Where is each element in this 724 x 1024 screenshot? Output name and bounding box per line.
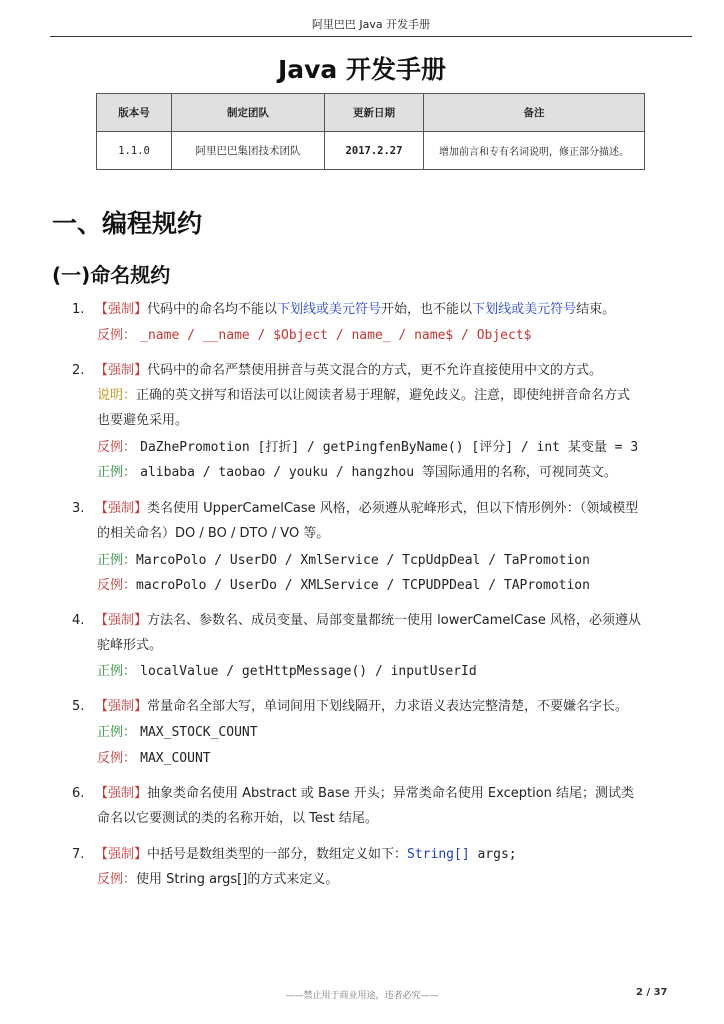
section-heading: (一)命名规约 (52, 263, 171, 287)
version-table (96, 93, 645, 170)
page-number: 2 / 37 (636, 987, 668, 998)
item-number: 5. (72, 699, 85, 714)
note-label: 说明： (97, 388, 137, 403)
rule-tag: 【强制】 (95, 302, 148, 317)
positive-example (97, 724, 258, 742)
example-code: _name / __name / $Object / name_ / name$ / Object$ (140, 328, 532, 343)
rule-text-continued: 的相关命名）DO / BO / DTO / VO 等。 (97, 526, 330, 541)
document-title: Java 开发手册 (277, 55, 447, 84)
list-item (95, 301, 615, 319)
rule-text: 方法名、参数名、成员变量、局部变量都统一使用 lowerCamelCase 风格，必须遵从 (147, 613, 641, 628)
counter-example-label: 反例： (97, 328, 137, 343)
counter-example-label: 反例： (97, 872, 137, 887)
table-row (97, 132, 645, 170)
counter-example-label: 反例： (97, 578, 137, 593)
code-text: args; (469, 847, 517, 862)
example-code: MAX_COUNT (140, 751, 211, 766)
item-number: 4. (72, 613, 85, 628)
positive-example-label: 正例： (97, 725, 137, 740)
example-text: 使用 String args[]的方式来定义。 (136, 872, 339, 887)
example-code: DaZhePromotion [打折] / getPingfenByName() [评分] / int 某变量 = 3 (140, 440, 639, 455)
table-cell: 2017.2.27 (325, 132, 424, 170)
positive-example-label: 正例： (97, 664, 137, 679)
rule-tag: 【强制】 (95, 363, 148, 378)
note-text: 正确的英文拼写和语法可以让阅读者易于理解，避免歧义。注意，即使纯拼音命名方式 (136, 388, 631, 403)
item-number: 6. (72, 786, 85, 801)
example-code: alibaba / taobao / youku / hangzhou 等国际通用的名称，可视同英文。 (140, 465, 617, 480)
positive-example-label: 正例： (97, 465, 137, 480)
counter-example (97, 439, 638, 457)
item-number: 2. (72, 363, 85, 378)
rule-tag: 【强制】 (95, 613, 148, 628)
item-number: 3. (72, 501, 85, 516)
rule-text: 代码中的命名均不能以 (147, 302, 278, 317)
example-code: MAX_STOCK_COUNT (140, 725, 258, 740)
rule-tag: 【强制】 (95, 847, 148, 862)
rule-text: 常量命名全部大写，单词间用下划线隔开，力求语义表达完整清楚，不要嫌名字长。 (147, 699, 629, 714)
counter-example (97, 577, 590, 595)
running-header: 阿里巴巴 Java 开发手册 (311, 18, 431, 31)
table-header-row (97, 94, 645, 132)
note-continued: 也要避免采用。 (97, 413, 189, 428)
chapter-heading: 一、编程规约 (52, 209, 203, 238)
positive-example (97, 464, 617, 482)
list-item (95, 500, 638, 518)
code-keyword: String[] (407, 847, 470, 862)
example-code: macroPolo / UserDo / XMLService / TCPUDPDeal / TAPromotion (136, 578, 590, 593)
counter-example (97, 871, 338, 889)
table-cell: 阿里巴巴集团技术团队 (172, 132, 325, 170)
counter-example (97, 327, 532, 345)
rule-tag: 【强制】 (95, 501, 148, 516)
header-divider (50, 36, 692, 37)
example-code: MarcoPolo / UserDO / XmlService / TcpUdpDeal / TaPromotion (136, 553, 590, 568)
list-item (95, 698, 628, 716)
positive-example-label: 正例： (97, 553, 137, 568)
rule-text: 中括号是数组类型的一部分，数组定义如下： (147, 847, 408, 862)
item-number: 1. (72, 302, 85, 317)
rule-tag: 【强制】 (95, 699, 148, 714)
column-header: 版本号 (97, 94, 172, 132)
list-item (95, 362, 602, 380)
positive-example (97, 552, 590, 570)
highlight-text: 下划线或美元符号 (472, 302, 577, 317)
rule-text: 开始，也不能以 (381, 302, 473, 317)
note (97, 387, 630, 405)
list-item (95, 846, 517, 864)
positive-example (97, 663, 477, 681)
example-code: localValue / getHttpMessage() / inputUserId (140, 664, 477, 679)
rule-tag: 【强制】 (95, 786, 148, 801)
rule-text: 代码中的命名严禁使用拼音与英文混合的方式，更不允许直接使用中文的方式。 (147, 363, 603, 378)
counter-example (97, 750, 211, 768)
footer-notice: ——禁止用于商业用途，违者必究—— (285, 991, 439, 1001)
list-item (95, 785, 634, 803)
counter-example-label: 反例： (97, 440, 137, 455)
column-header: 制定团队 (172, 94, 325, 132)
table-cell: 增加前言和专有名词说明，修正部分描述。 (424, 132, 645, 170)
table-cell: 1.1.0 (97, 132, 172, 170)
highlight-text: 下划线或美元符号 (277, 302, 382, 317)
rule-text: 抽象类命名使用 Abstract 或 Base 开头；异常类命名使用 Exception 结尾；测试类 (147, 786, 635, 801)
item-number: 7. (72, 847, 85, 862)
rule-text-continued: 驼峰形式。 (97, 638, 163, 653)
rule-text: 结束。 (576, 302, 616, 317)
rule-text-continued: 命名以它要测试的类的名称开始，以 Test 结尾。 (97, 811, 378, 826)
column-header: 备注 (424, 94, 645, 132)
rule-text: 类名使用 UpperCamelCase 风格，必须遵从驼峰形式，但以下情形例外：（领域模型 (147, 501, 639, 516)
column-header: 更新日期 (325, 94, 424, 132)
list-item (95, 612, 641, 630)
counter-example-label: 反例： (97, 751, 137, 766)
